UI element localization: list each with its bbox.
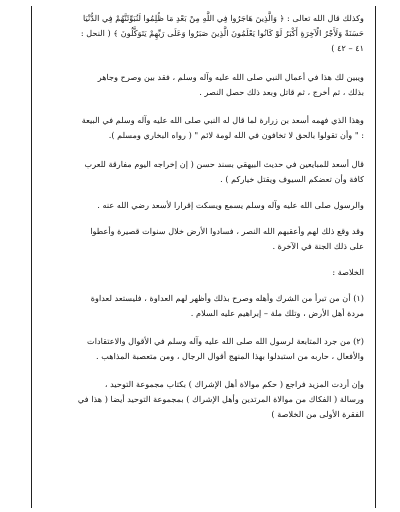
text-line: بذلك ، ثم أخرج ، ثم قاتل وبعد ذلك حصل النصر . [199, 87, 364, 97]
summary-point-1 [44, 291, 364, 321]
bayhaqi-hadith-paragraph [44, 157, 364, 187]
text-line: والرسول صلى الله عليه وآله وسلم يسمع ويسكت إقرارا لأسعد رضي الله عنه . [97, 200, 364, 210]
text-line: مردة أهل الأرض ، وتلك ملة – إبراهيم عليه السلام . [190, 308, 364, 318]
text-line: ويبين لك هذا في أعمال النبي صلى الله عليه وآله وسلم ، فقد بين وصرح وجاهر [97, 72, 364, 82]
text-line: ٤١ – ٤٢ ) [331, 43, 364, 53]
text-line: وهذا الذي فهمه أسعد بن زرارة لما قال له النبي صلى الله عليه وآله وسلم في البيعة [81, 115, 364, 125]
summary-point-2 [44, 334, 364, 364]
document-body [44, 11, 364, 422]
summary-heading [44, 265, 364, 280]
section-heading: الخلاصة : [332, 267, 364, 277]
text-line: : " وأن تقولوا بالحق لا تخافون في الله لومة لائم " ( رواه البخاري ومسلم ). [108, 130, 364, 140]
text-line: (١) أن من تبرأ من الشرك وأهله وصرح بذلك وأظهر لهم العداوة ، فليستعد لعداوة [90, 293, 364, 303]
text-line: ورسالة ( الفكاك من موالاة المرتدين وأهل الإشراك ) بمجموعة التوحيد أيضا ( هذا في [77, 394, 364, 404]
text-line: وكذلك قال الله تعالى : ﴿ وَالَّذِينَ هَاجَرُوا فِي اللَّهِ مِنْ بَعْدِ مَا ظُلِمُوا لَنُبَوِّئَنَّهُمْ فِي الدُّنْيَا [83, 13, 364, 23]
messenger-approval-paragraph [44, 198, 364, 213]
text-line: الفقرة الأولى من الخلاصة ) [271, 409, 364, 419]
text-line: والأفعال ، حاربه من استبدلوا بهذا المنهج أقوال الرجال ، ومن متعصبة المذاهب . [96, 351, 364, 361]
prophet-actions-paragraph [44, 70, 364, 100]
quran-quote-paragraph [44, 11, 364, 56]
text-line: وإن أردت المزيد فراجع ( حكم موالاة أهل الإشراك ) بكتاب مجموعة التوحيد ، [104, 379, 364, 389]
text-line: قال أسعد للمبايعين في حديث البيهقي بسند حسن ( إن إخراجه اليوم مفارقة للعرب [84, 159, 364, 169]
asad-bin-zurara-paragraph [44, 113, 364, 143]
text-line: على ذلك الجنة في الآخرة . [272, 241, 364, 251]
further-reading-paragraph [44, 377, 364, 422]
victory-paragraph [44, 224, 364, 254]
text-line: وقد وقع ذلك لهم وأعقبهم الله النصر ، فسادوا الأرض خلال سنوات قصيرة وأعطوا [90, 226, 364, 236]
text-line: (٢) من جرد المتابعة لرسول الله صلى الله عليه وآله وسلم في الأقوال والاعتقادات [87, 336, 364, 346]
text-line: كافة وأن تعضكم السيوف ويقتل خياركم ) . [220, 174, 364, 184]
text-line: حَسَنَةً وَلَأَجْرُ الْآخِرَةِ أَكْبَرُ لَوْ كَانُوا يَعْلَمُونَ الَّذِينَ صَبَرُوا وَعَلَى رَبِّهِمْ يَتَوَكَّلُونَ ﴾ ( النحل : [80, 28, 364, 38]
